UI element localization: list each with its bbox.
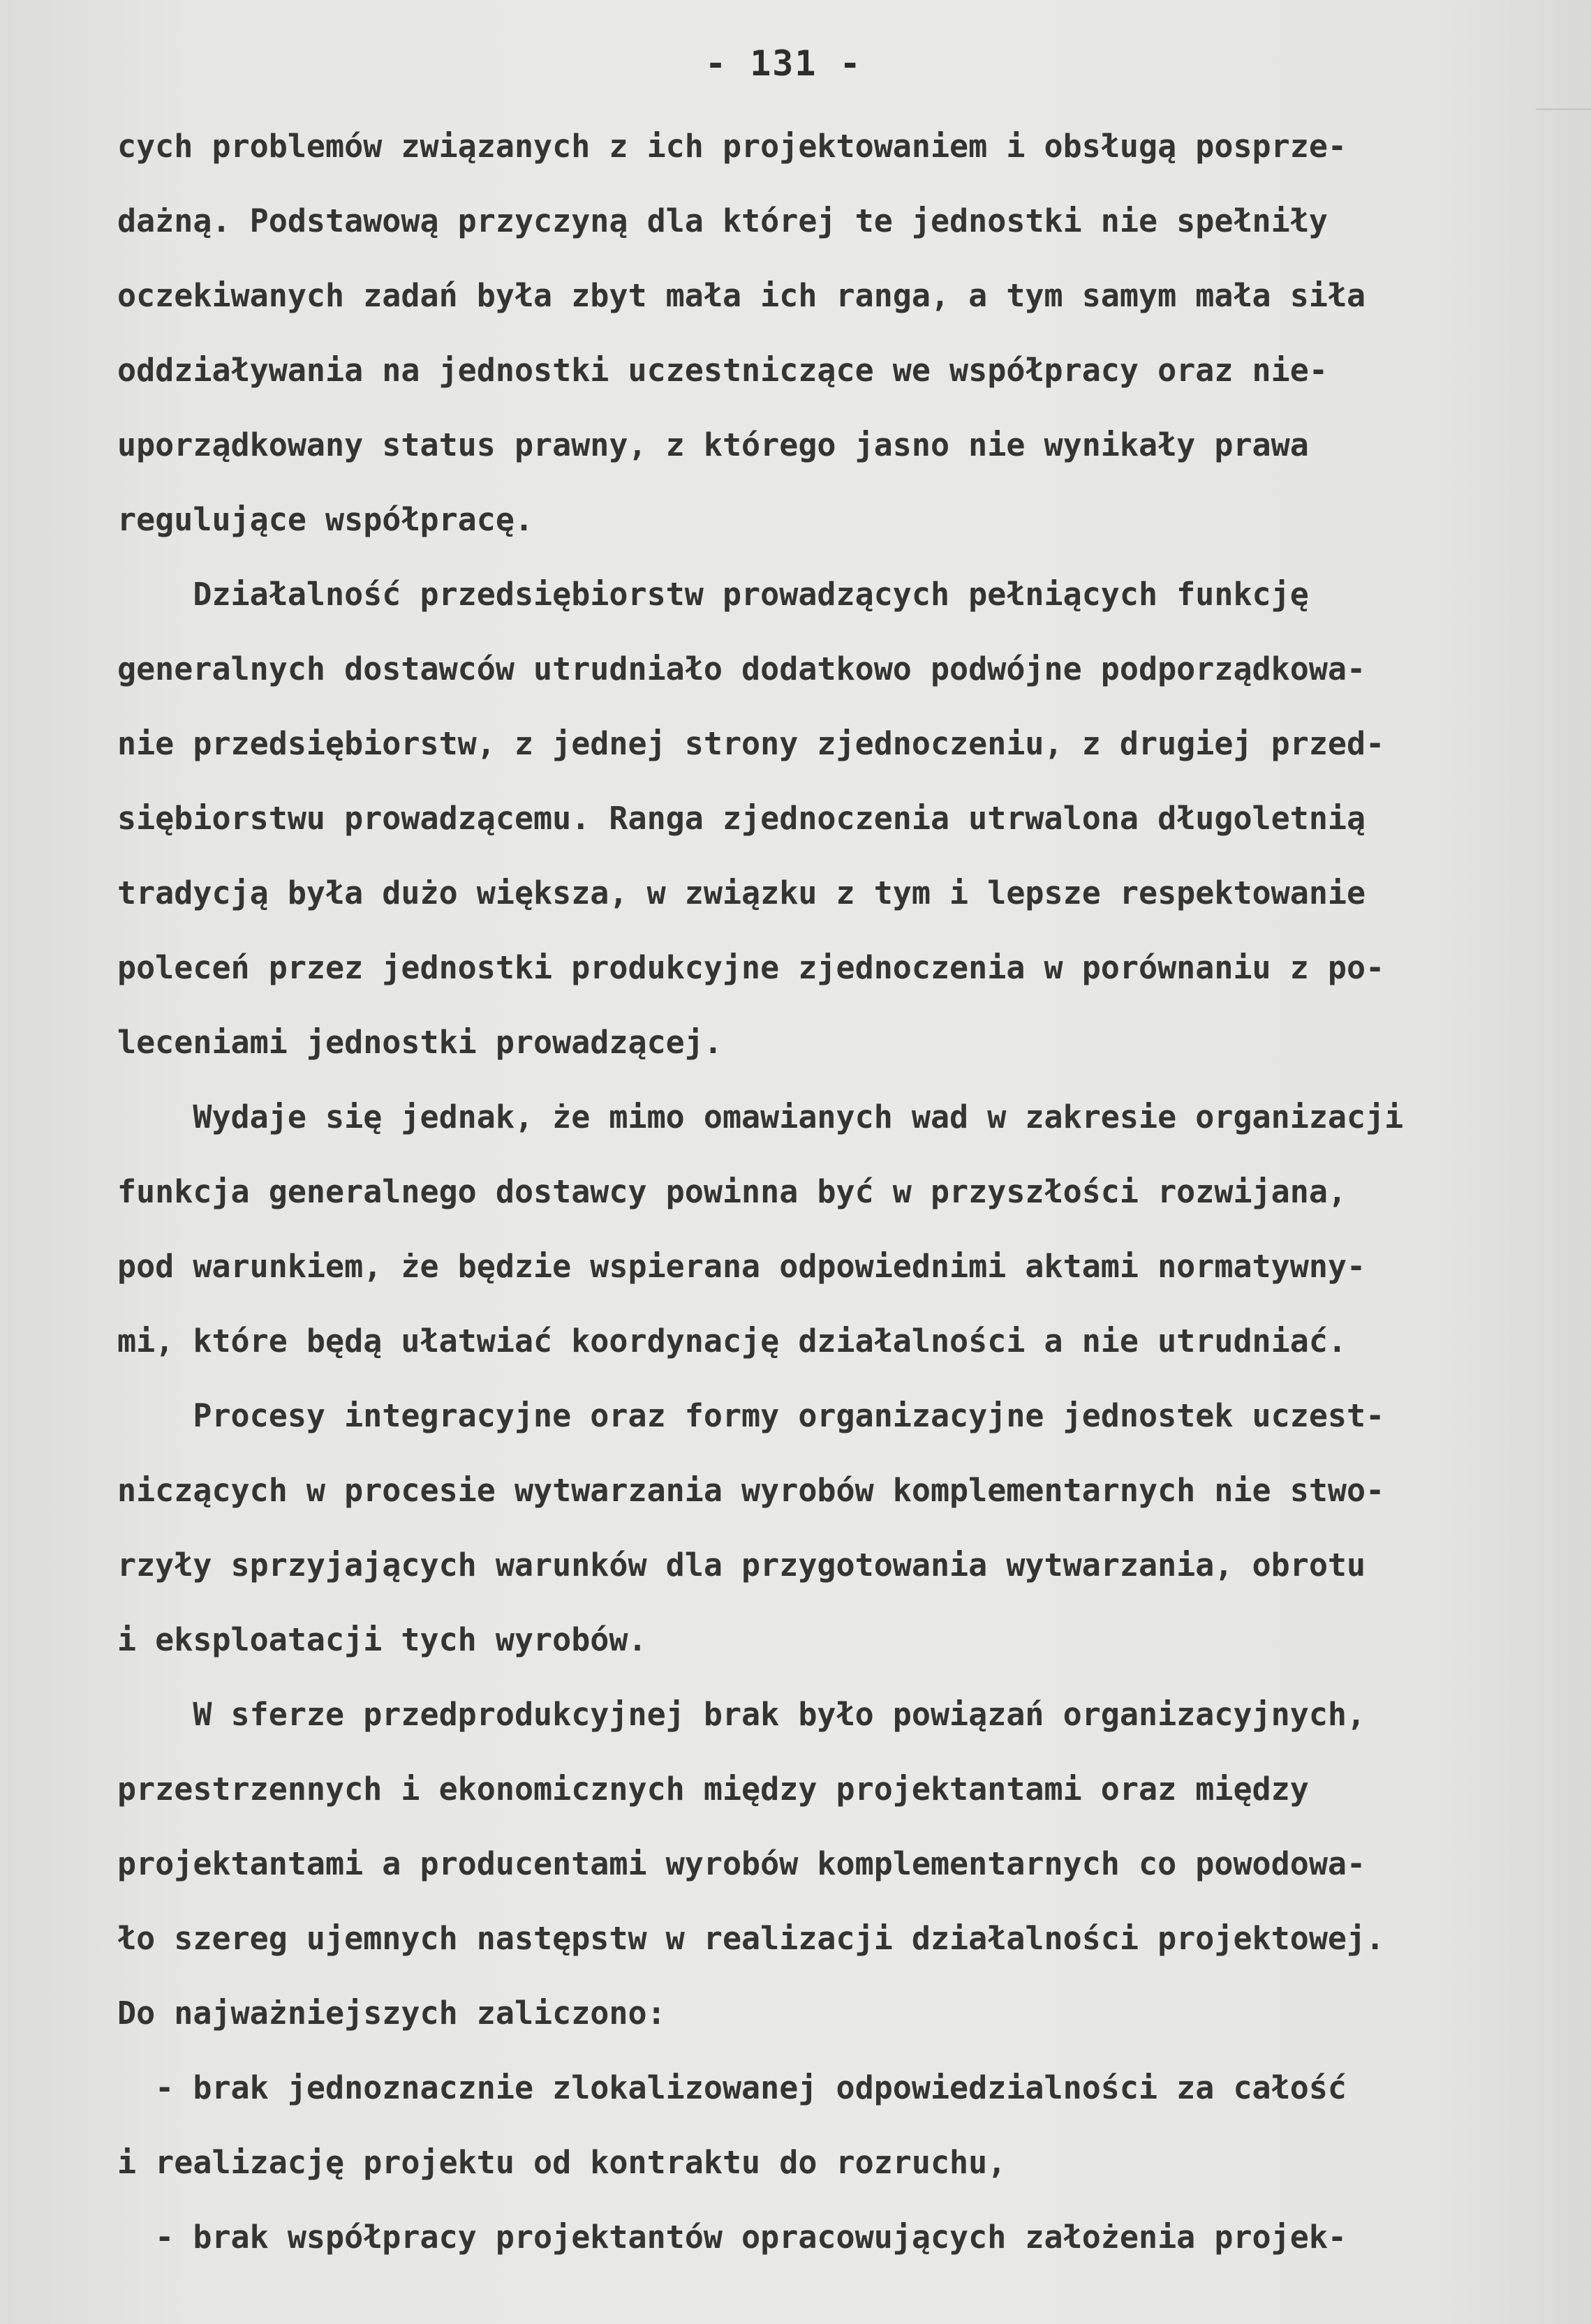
- text-line: i realizację projektu od kontraktu do rozruchu,: [117, 2144, 1007, 2181]
- text-line: - brak jednoznacznie zlokalizowanej odpowiedzialności za całość: [117, 2069, 1347, 2106]
- scan-edge-mark: [1536, 108, 1591, 110]
- text-line: projektantami a producentami wyrobów komplementarnych co powodowa-: [117, 1845, 1366, 1882]
- text-line: Wydaje się jednak, że mimo omawianych wad w zakresie organizacji: [117, 1098, 1404, 1135]
- text-line: rzyły sprzyjających warunków dla przygotowania wytwarzania, obrotu: [117, 1547, 1366, 1584]
- text-line: nie przedsiębiorstw, z jednej strony zjednoczeniu, z drugiej przed-: [117, 725, 1385, 762]
- text-line: pod warunkiem, że będzie wspierana odpowiednimi aktami normatywny-: [117, 1248, 1366, 1285]
- text-line: i eksploatacji tych wyrobów.: [117, 1621, 647, 1658]
- page-number: - 131 -: [705, 43, 862, 84]
- text-line: niczących w procesie wytwarzania wyrobów komplementarnych nie stwo-: [117, 1472, 1385, 1509]
- text-line: W sferze przedprodukcyjnej brak było powiązań organizacyjnych,: [117, 1696, 1366, 1733]
- text-line: Procesy integracyjne oraz formy organizacyjne jednostek uczest-: [117, 1397, 1385, 1434]
- text-line: przestrzennych i ekonomicznych między projektantami oraz między: [117, 1771, 1309, 1808]
- text-line: dażną. Podstawową przyczyną dla której te jednostki nie spełniły: [117, 202, 1328, 239]
- text-line: generalnych dostawców utrudniało dodatkowo podwójne podporządkowa-: [117, 650, 1366, 687]
- text-line: tradycją była dużo większa, w związku z tym i lepsze respektowanie: [117, 874, 1366, 911]
- text-line: funkcja generalnego dostawcy powinna być w przyszłości rozwijana,: [117, 1173, 1347, 1210]
- text-line: Do najważniejszych zaliczono:: [117, 1995, 666, 2032]
- text-line: ło szereg ujemnych następstw w realizacji działalności projektowej.: [117, 1920, 1385, 1957]
- text-line: leceniami jednostki prowadzącej.: [117, 1024, 723, 1061]
- text-line: uporządkowany status prawny, z którego jasno nie wynikały prawa: [117, 426, 1309, 463]
- text-line: - brak współpracy projektantów opracowujących założenia projek-: [117, 2219, 1347, 2256]
- text-line: siębiorstwu prowadzącemu. Ranga zjednoczenia utrwalona długoletnią: [117, 800, 1366, 837]
- text-line: mi, które będą ułatwiać koordynację działalności a nie utrudniać.: [117, 1323, 1347, 1360]
- text-line: regulujące współpracę.: [117, 501, 534, 538]
- text-line: oddziaływania na jednostki uczestniczące we współpracy oraz nie-: [117, 352, 1328, 389]
- text-line: poleceń przez jednostki produkcyjne zjednoczenia w porównaniu z po-: [117, 949, 1385, 986]
- text-line: oczekiwanych zadań była zbyt mała ich ranga, a tym samym mała siła: [117, 277, 1366, 314]
- text-line: cych problemów związanych z ich projektowaniem i obsługą posprze-: [117, 128, 1347, 165]
- text-line: Działalność przedsiębiorstw prowadzących pełniących funkcję: [117, 576, 1309, 613]
